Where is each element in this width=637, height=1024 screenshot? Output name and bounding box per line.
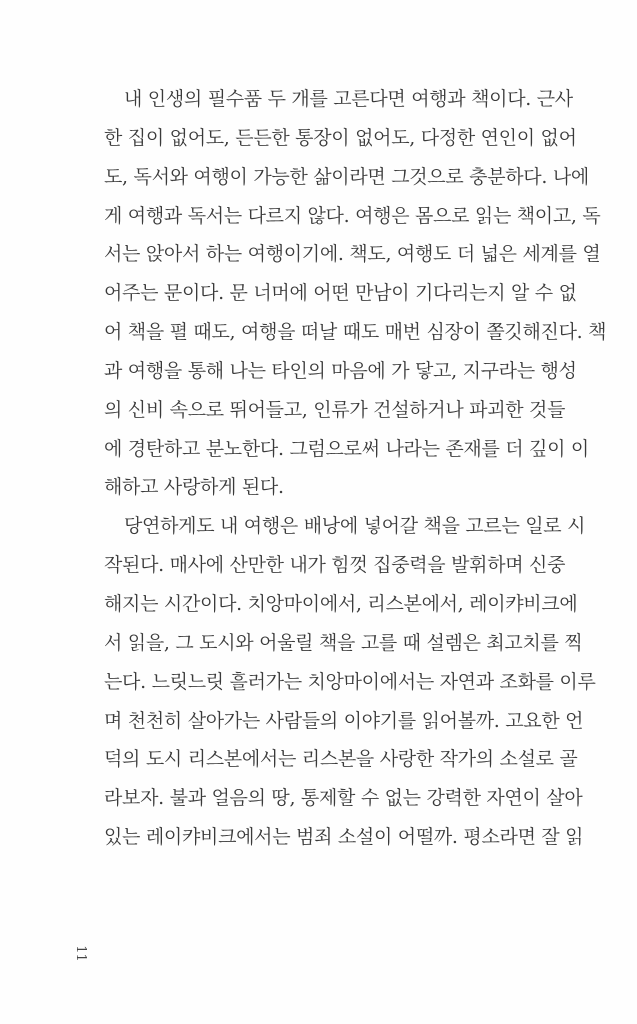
text-line: 라보자. 불과 얼음의 땅, 통제할 수 없는 강력한 자연이 살아	[104, 787, 583, 810]
text-line: 는다. 느릿느릿 흘러가는 치앙마이에서는 자연과 조화를 이루	[104, 670, 596, 693]
text-line: 당연하게도 내 여행은 배낭에 넣어갈 책을 고르는 일로 시	[124, 515, 586, 538]
page-body-text	[104, 80, 607, 857]
text-line: 작된다. 매사에 산만한 내가 힘껏 집중력을 발휘하며 신중	[104, 554, 566, 577]
text-line: 도, 독서와 여행이 가능한 삶이라면 그것으로 충분하다. 나에	[104, 165, 589, 188]
text-line: 한 집이 없어도, 든든한 통장이 없어도, 다정한 연인이 없어	[104, 126, 577, 149]
text-line: 내 인생의 필수품 두 개를 고른다면 여행과 책이다. 근사	[124, 88, 573, 110]
text-line: 서 읽을, 그 도시와 어울릴 책을 고를 때 설렘은 최고치를 찍	[104, 631, 583, 654]
text-line: 해지는 시간이다. 치앙마이에서, 리스본에서, 레이캬비크에	[104, 592, 578, 615]
text-line: 어주는 문이다. 문 너머에 어떤 만남이 기다리는지 알 수 없	[104, 282, 577, 305]
paragraph	[104, 80, 607, 507]
text-line: 에 경탄하고 분노한다. 그럼으로써 나라는 존재를 더 깊이 이	[104, 437, 589, 460]
paragraph	[104, 507, 596, 857]
text-line: 어 책을 펼 때도, 여행을 떠날 때도 매번 심장이 쫄깃해진다. 책	[104, 321, 607, 344]
text-line: 있는 레이캬비크에서는 범죄 소설이 어떨까. 평소라면 잘 읽	[104, 826, 584, 849]
page-number: 11	[72, 945, 88, 962]
text-line: 덕의 도시 리스본에서는 리스본을 사랑한 작가의 소설로 골	[104, 748, 578, 771]
text-line: 서는 앉아서 하는 여행이기에. 책도, 여행도 더 넓은 세계를 열	[104, 243, 601, 266]
text-line: 해하고 사랑하게 된다.	[104, 476, 284, 499]
text-line: 과 여행을 통해 나는 타인의 마음에 가 닿고, 지구라는 행성	[104, 359, 577, 382]
text-line: 게 여행과 독서는 다르지 않다. 여행은 몸으로 읽는 책이고, 독	[104, 204, 601, 227]
text-line: 며 천천히 살아가는 사람들의 이야기를 읽어볼까. 고요한 언	[104, 709, 584, 732]
text-line: 의 신비 속으로 뛰어들고, 인류가 건설하거나 파괴한 것들	[104, 398, 566, 421]
